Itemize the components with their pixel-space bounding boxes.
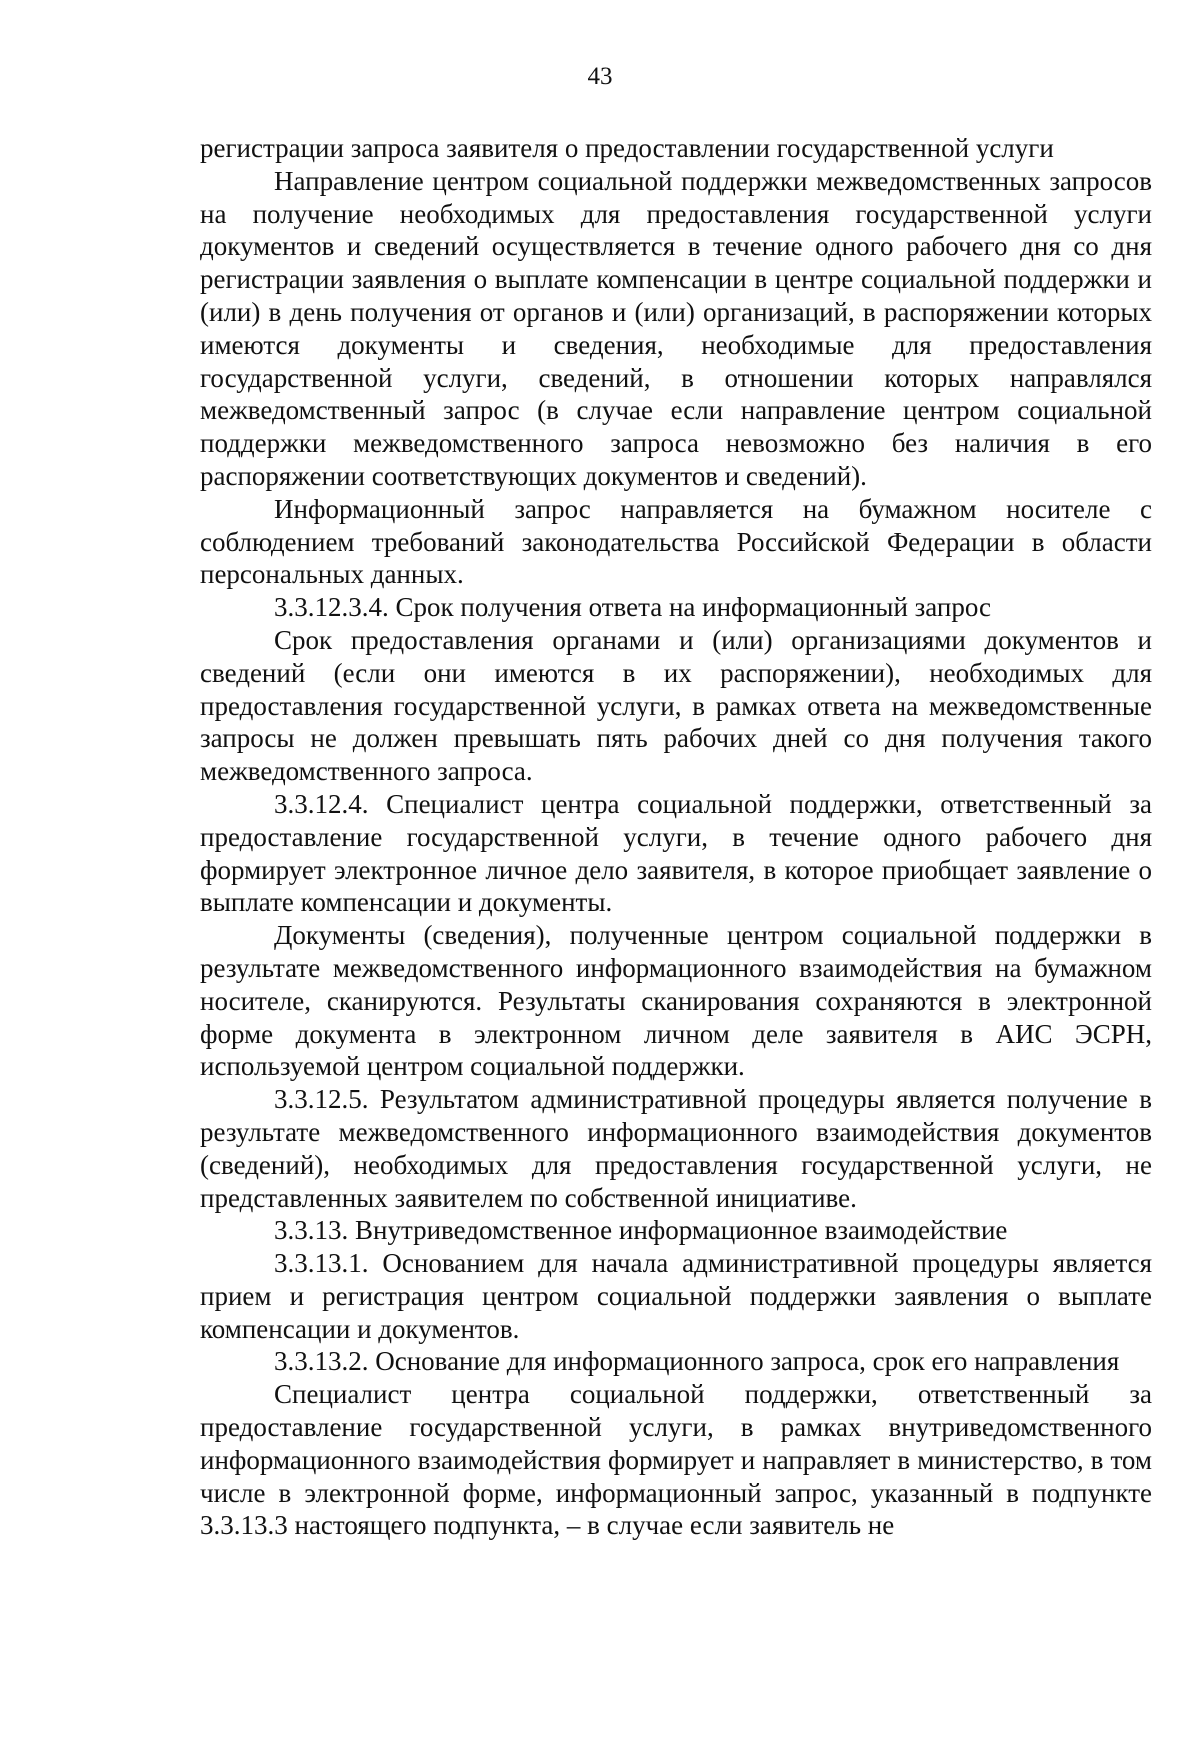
paragraph-3-3-12-5: 3.3.12.5. Результатом административной процедуры является получение в результате межведомственного информационного взаимодействия документов (сведений), необходимых для предоставления государственной услуги, не представленных заявителем по собственной инициативе. xyxy=(200,1084,1152,1213)
paragraph-interdepartmental-requests: Направление центром социальной поддержки межведомственных запросов на получение необходимых для предоставления государственной услуги документов и сведений осуществляется в течение одного рабочего дня со дня регистрации заявления о выплате компенсации в центре социальной поддержки и (или) в день получения от органов и (или) организаций, в распоряжении которых имеются документы и сведения, необходимые для предоставления государственной услуги, сведений, в отношении которых направлялся межведомственный запрос (в случае если направление центром социальной поддержки межведомственного запроса невозможно без наличия в его распоряжении соответствующих документов и сведений). xyxy=(200,165,1152,491)
page-number: 43 xyxy=(587,63,613,90)
paragraph-response-deadline: Срок предоставления органами и (или) организациями документов и сведений (если они имеются в их распоряжении), необходимых для предоставления государственной услуги, в рамках ответа на межведомственные запросы не должен превышать пять рабочих дней со дня получения такого межведомственного запроса. xyxy=(200,624,1152,787)
document-body xyxy=(200,132,1152,1542)
section-heading-3-3-13: 3.3.13. Внутриведомственное информационное взаимодействие xyxy=(274,1215,1008,1246)
paragraph-continuation: регистрации запроса заявителя о предоставлении государственной услуги xyxy=(200,133,1054,163)
paragraph-3-3-13-2: 3.3.13.2. Основание для информационного запроса, срок его направления xyxy=(274,1346,1120,1377)
paragraph-scanned-documents: Документы (сведения), полученные центром социальной поддержки в результате межведомственного информационного взаимодействия на бумажном носителе, сканируются. Результаты сканирования сохраняются в электронной форме документа в электронном личном деле заявителя в АИС ЭСРН, используемой центром социальной поддержки. xyxy=(200,920,1152,1082)
section-heading-3-3-12-3-4: 3.3.12.3.4. Срок получения ответа на информационный запрос xyxy=(274,592,992,623)
paragraph-3-3-12-4: 3.3.12.4. Специалист центра социальной поддержки, ответственный за предоставление государственной услуги, в течение одного рабочего дня формирует электронное личное дело заявителя, в которое приобщает заявление о выплате компенсации и документы. xyxy=(200,788,1152,918)
paragraph-specialist-request: Специалист центра социальной поддержки, ответственный за предоставление государственной услуги, в рамках внутриведомственного информационного взаимодействия формирует и направляет в министерство, в том числе в электронной форме, информационный запрос, указанный в подпункте 3.3.13.3 настоящего подпункта, – в случае если заявитель не xyxy=(200,1379,1152,1541)
paragraph-information-request: Информационный запрос направляется на бумажном носителе с соблюдением требований законодательства Российской Федерации в области персональных данных. xyxy=(200,493,1152,590)
paragraph-3-3-13-1: 3.3.13.1. Основанием для начала административной процедуры является прием и регистрация центром социальной поддержки заявления о выплате компенсации и документов. xyxy=(200,1248,1152,1344)
